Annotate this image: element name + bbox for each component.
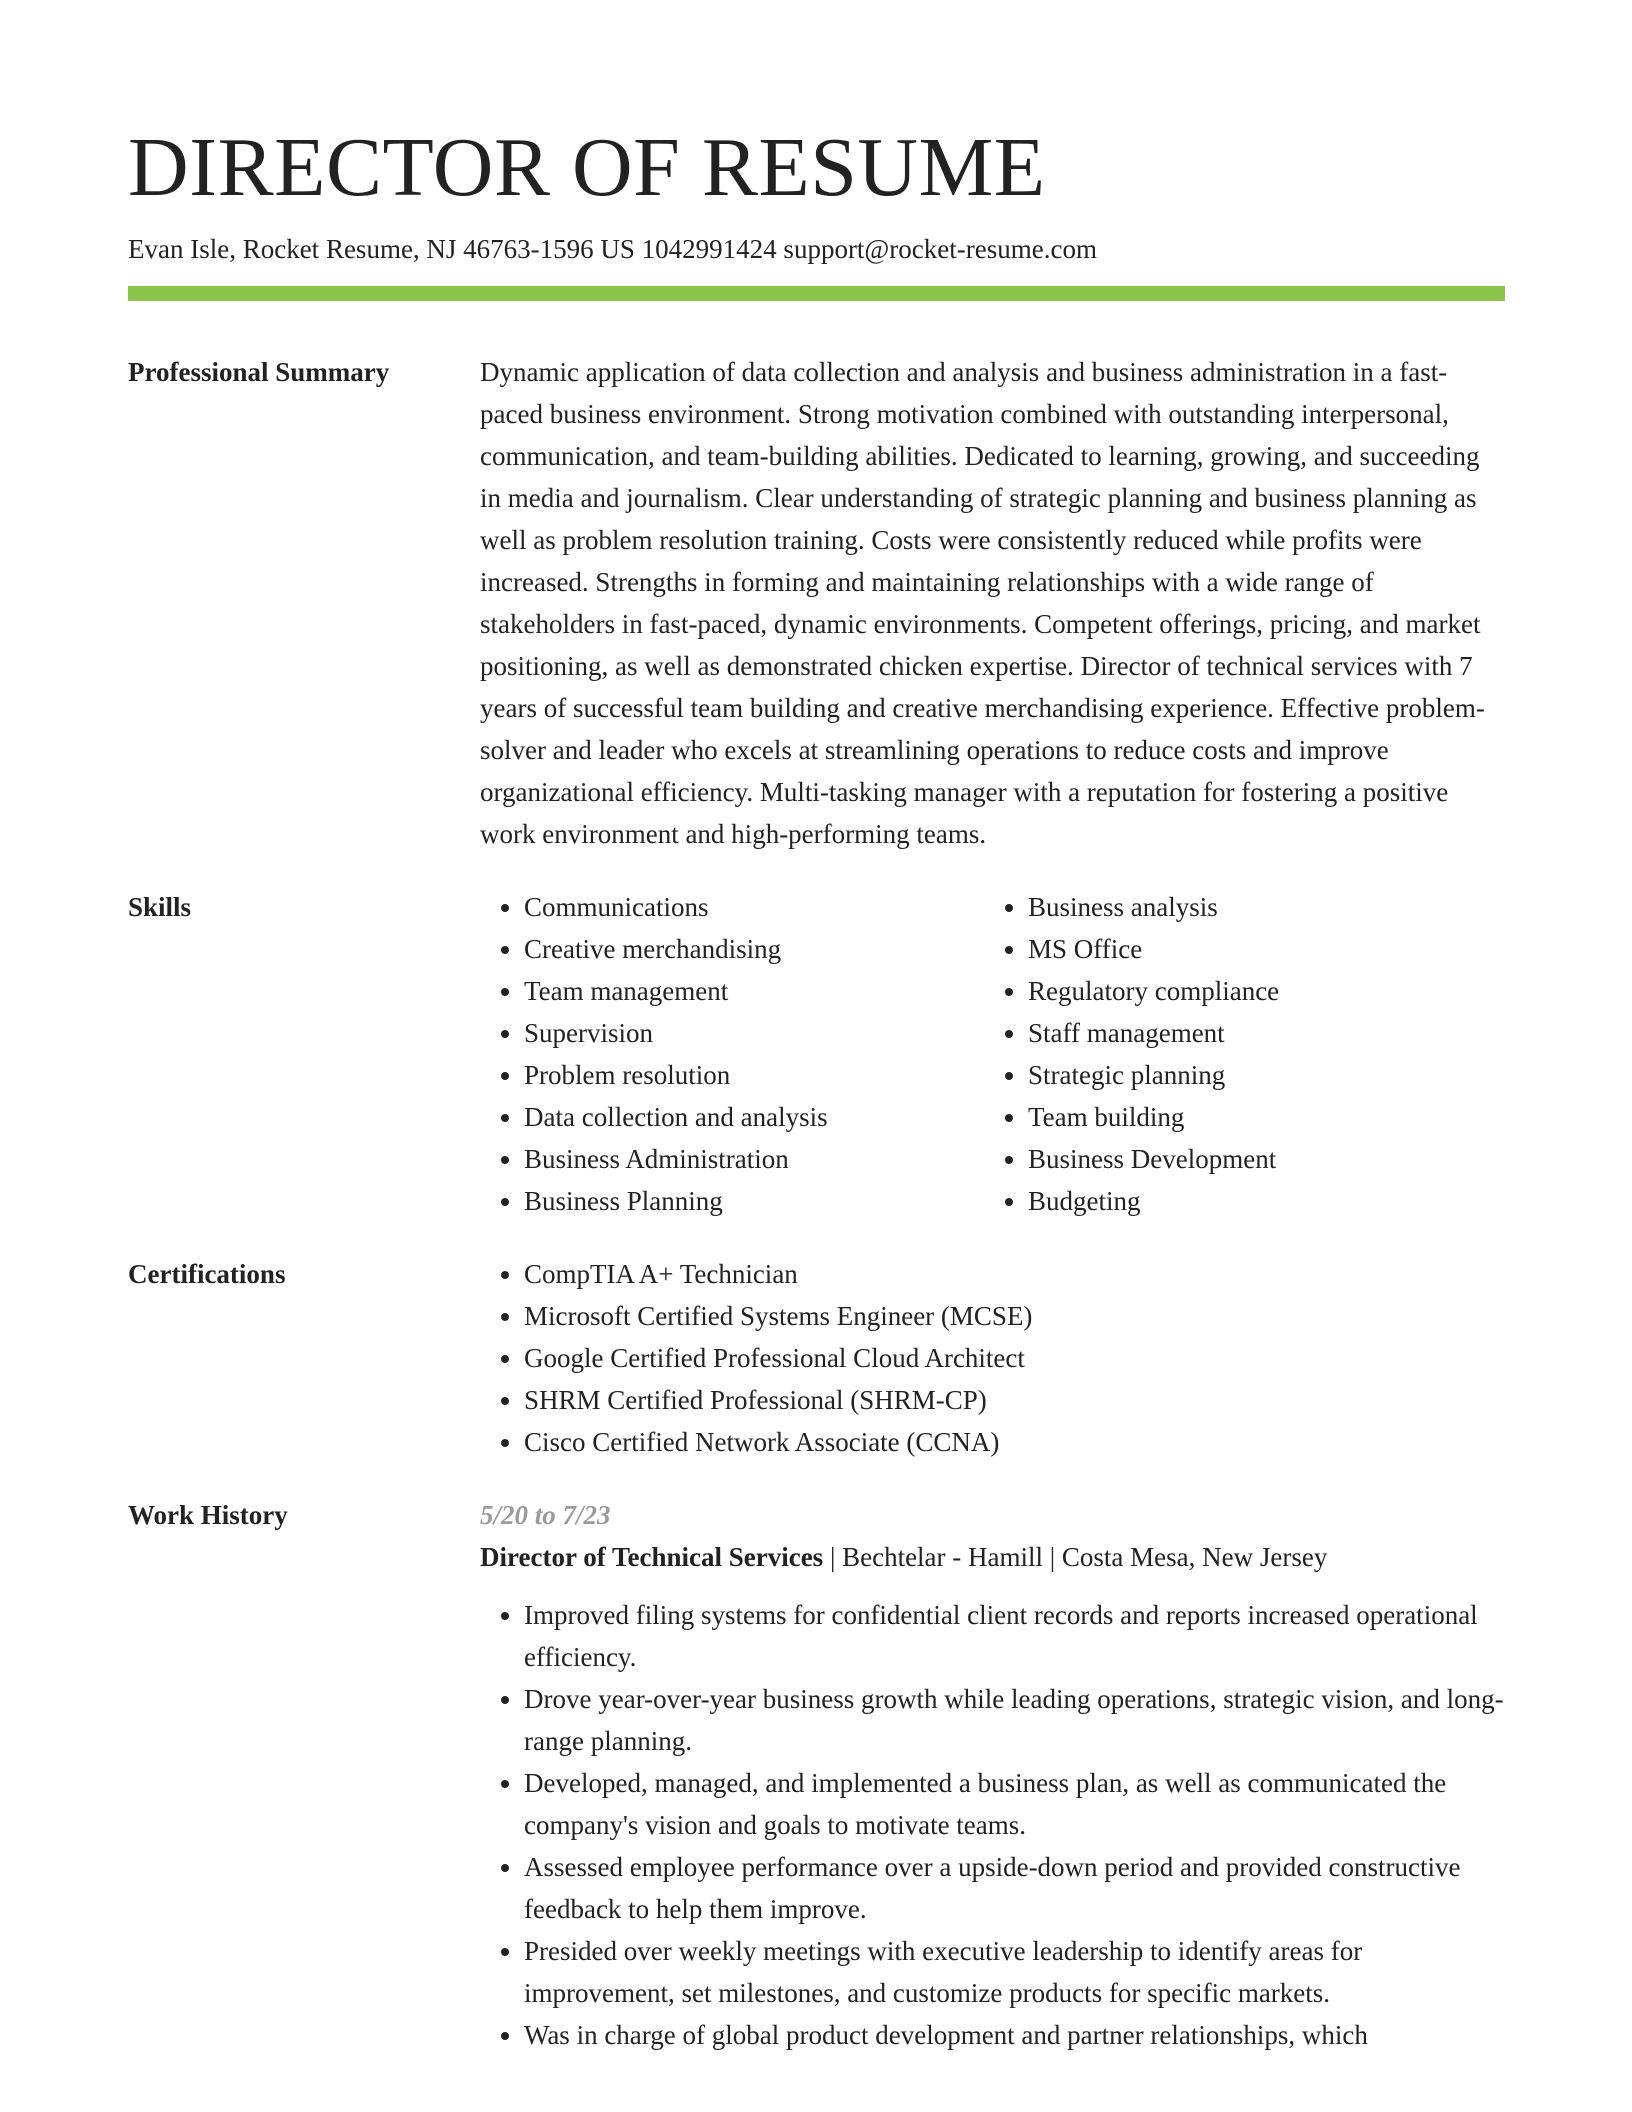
contact-line: Evan Isle, Rocket Resume, NJ 46763-1596 US 1042991424 support@rocket-resume.com xyxy=(128,234,1097,264)
skill-item: • Team building xyxy=(1028,1096,1488,1138)
skill-item: • Problem resolution xyxy=(524,1054,984,1096)
job-bullet-list xyxy=(480,1594,1505,2056)
certification-item: • Microsoft Certified Systems Engineer (MCSE) xyxy=(524,1295,1505,1337)
skill-item: • Supervision xyxy=(524,1012,984,1054)
resume-name-heading: DIRECTOR OF RESUME xyxy=(128,121,1046,214)
certification-item: • Cisco Certified Network Associate (CCNA) xyxy=(524,1421,1505,1463)
skill-item: • Regulatory compliance xyxy=(1028,970,1488,1012)
skill-item: • Staff management xyxy=(1028,1012,1488,1054)
certifications-list xyxy=(480,1253,1505,1463)
skill-item: • Data collection and analysis xyxy=(524,1096,984,1138)
job-bullet: • Improved filing systems for confidential client records and reports increased operational efficiency. xyxy=(524,1594,1505,1678)
job-bullet: • Developed, managed, and implemented a business plan, as well as communicated the company's vision and goals to motivate teams. xyxy=(524,1762,1505,1846)
skills-section xyxy=(128,886,1505,1222)
skill-item: • Business analysis xyxy=(1028,886,1488,928)
skill-item: • Business Planning xyxy=(524,1180,984,1222)
job-title: Director of Technical Services xyxy=(480,1542,824,1572)
job-dates: 5/20 to 7/23 xyxy=(480,1500,611,1530)
job-bullet: • Presided over weekly meetings with executive leadership to identify areas for improvement, set milestones, and customize products for specific markets. xyxy=(524,1930,1505,2014)
header-divider xyxy=(128,286,1505,301)
resume-page xyxy=(128,0,1505,2056)
section-label-skills: Skills xyxy=(128,892,192,922)
professional-summary-section xyxy=(128,351,1505,855)
skill-item: • Strategic planning xyxy=(1028,1054,1488,1096)
work-history-section xyxy=(128,1494,1505,2056)
job-entry xyxy=(480,1494,1505,2056)
section-label-certifications: Certifications xyxy=(128,1259,286,1289)
skill-item: • Communications xyxy=(524,886,984,928)
skill-item: • Budgeting xyxy=(1028,1180,1488,1222)
certification-item: • CompTIA A+ Technician xyxy=(524,1253,1505,1295)
job-bullet: • Drove year-over-year business growth while leading operations, strategic vision, and long-range planning. xyxy=(524,1678,1505,1762)
skills-list-right xyxy=(984,886,1488,1222)
section-label-professional-summary: Professional Summary xyxy=(128,357,390,387)
skill-item: • Team management xyxy=(524,970,984,1012)
certification-item: • Google Certified Professional Cloud Architect xyxy=(524,1337,1505,1379)
skill-item: • MS Office xyxy=(1028,928,1488,970)
certifications-section xyxy=(128,1253,1505,1463)
job-employer-location: | Bechtelar - Hamill | Costa Mesa, New Jersey xyxy=(823,1542,1328,1572)
summary-paragraph: Dynamic application of data collection and analysis and business administration in a fast-paced business environment. Strong motivation combined with outstanding interpersonal, communication, and team-building abilities. Dedicated to learning, growing, and succeeding in media and journalism. Clear understanding of strategic planning and business planning as well as problem resolution training. Costs were consistently reduced while profits were increased. Strengths in forming and maintaining relationships with a wide range of stakeholders in fast-paced, dynamic environments. Competent offerings, pricing, and market positioning, as well as demonstrated chicken expertise. Director of technical services with 7 years of successful team building and creative merchandising experience. Effective problem-solver and leader who excels at streamlining operations to reduce costs and improve organizational efficiency. Multi-tasking manager with a reputation for fostering a positive work environment and high-performing teams. xyxy=(480,357,1485,849)
job-bullet: • Was in charge of global product development and partner relationships, which xyxy=(524,2014,1505,2056)
job-heading xyxy=(480,1536,1505,1578)
skill-item: • Business Administration xyxy=(524,1138,984,1180)
skill-item: • Creative merchandising xyxy=(524,928,984,970)
job-bullet: • Assessed employee performance over a upside-down period and provided constructive feedback to help them improve. xyxy=(524,1846,1505,1930)
certification-item: • SHRM Certified Professional (SHRM-CP) xyxy=(524,1379,1505,1421)
section-label-work-history: Work History xyxy=(128,1500,288,1530)
skill-item: • Business Development xyxy=(1028,1138,1488,1180)
skills-list-left xyxy=(480,886,984,1222)
